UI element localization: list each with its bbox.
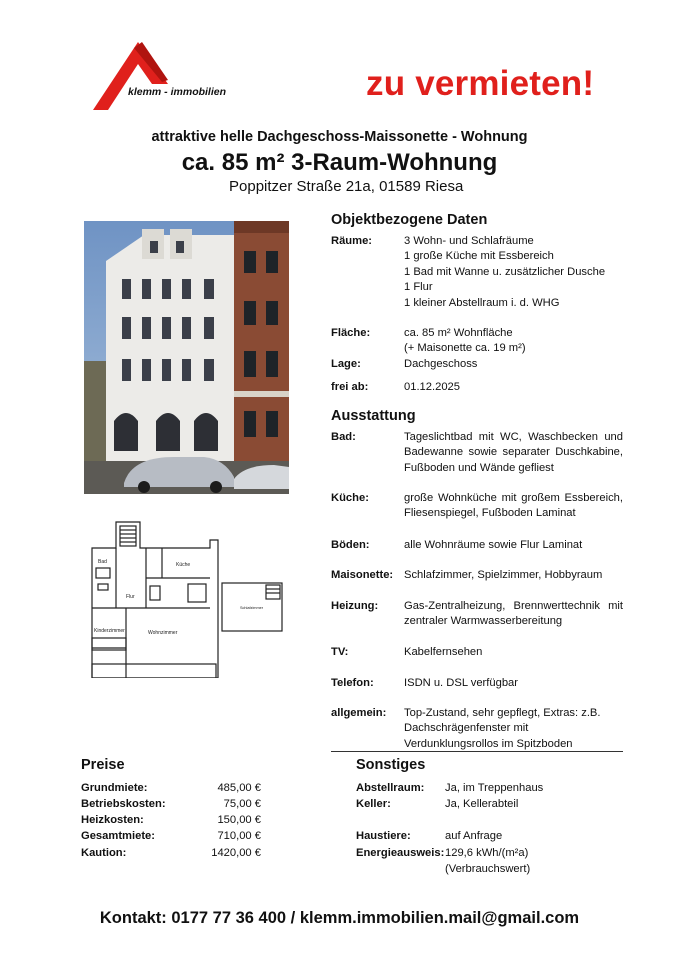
- price-label: Grundmiete:: [81, 782, 148, 794]
- address: Poppitzer Straße 21a, 01589 Riesa: [229, 178, 464, 195]
- bad-label: Bad:: [331, 431, 356, 443]
- floorplan-label-kueche: Küche: [176, 562, 191, 568]
- price-label: Heizkosten:: [81, 814, 144, 826]
- ausstattung-section-title: Ausstattung: [331, 408, 416, 424]
- energieausweis-value: 129,6 kWh/(m²a): [445, 847, 529, 859]
- price-amount: 485,00 €: [217, 782, 261, 794]
- heizung-value: Gas-Zentralheizung, Brennwerttechnik mit zentraler Warmwasserbereitung: [404, 600, 623, 628]
- raeume-line: 1 Bad mit Wanne u. zusätzlicher Dusche: [404, 265, 606, 278]
- lage-label: Lage:: [331, 358, 361, 370]
- telefon-label: Telefon:: [331, 677, 374, 689]
- raeume-line: 1 große Küche mit Essbereich: [404, 250, 554, 263]
- abstellraum-label: Abstellraum:: [356, 782, 425, 794]
- abstellraum-value: Ja, im Treppenhaus: [445, 782, 544, 794]
- price-label: Betriebskosten:: [81, 798, 166, 810]
- telefon-value: ISDN u. DSL verfügbar: [404, 677, 518, 689]
- kueche-label: Küche:: [331, 492, 369, 504]
- keller-value: Ja, Kellerabteil: [445, 798, 519, 810]
- allgemein-value: Top-Zustand, sehr gepflegt, Extras: z.B. Dachschrägenfenster mit Verdunklungsrollos im Spitzboden: [404, 707, 601, 750]
- price-label: Gesamtmiete:: [81, 830, 155, 842]
- frei-label: frei ab:: [331, 381, 369, 393]
- allgemein-label: allgemein:: [331, 707, 387, 719]
- boeden-label: Böden:: [331, 539, 370, 551]
- page-title: ca. 85 m² 3-Raum-Wohnung: [181, 149, 498, 176]
- building-photo: [84, 221, 289, 494]
- objekt-section-title: Objektbezogene Daten: [331, 212, 488, 228]
- tv-label: TV:: [331, 646, 349, 658]
- boeden-value: alle Wohnräume sowie Flur Laminat: [404, 539, 583, 551]
- maisonette-value: Schlafzimmer, Spielzimmer, Hobbyraum: [404, 569, 603, 581]
- company-logo: [90, 38, 250, 114]
- floorplan-label-flur: Flur: [126, 594, 135, 600]
- frei-value: 01.12.2025: [404, 381, 460, 393]
- maisonette-label: Maisonette:: [331, 569, 394, 581]
- flaeche-values: [404, 326, 526, 357]
- haustiere-value: auf Anfrage: [445, 830, 503, 842]
- raeume-values: [404, 234, 605, 311]
- haustiere-label: Haustiere:: [356, 830, 411, 842]
- sonstiges-section-title: Sonstiges: [356, 757, 426, 773]
- energieausweis-label: Energieausweis:: [356, 847, 445, 859]
- flaeche-label: Fläche:: [331, 327, 371, 339]
- kueche-value: große Wohnküche mit großem Essbereich, Fliesenspiegel, Fußboden Laminat: [404, 492, 623, 520]
- energieausweis-note: (Verbrauchswert): [445, 863, 531, 875]
- lage-value: Dachgeschoss: [404, 358, 478, 370]
- price-amount: 710,00 €: [217, 830, 261, 842]
- raeume-label: Räume:: [331, 235, 373, 247]
- logo-text: klemm - immobilien: [128, 86, 227, 98]
- headline: zu vermieten!: [366, 64, 595, 103]
- floorplan-label-bad: Bad: [98, 559, 107, 565]
- subtitle: attraktive helle Dachgeschoss-Maissonette - Wohnung: [151, 129, 528, 145]
- bad-value: Tageslichtbad mit WC, Waschbecken und Badewanne sowie separater Duschkabine, Fußboden und Wände gefliest: [404, 431, 623, 474]
- preise-section-title: Preise: [81, 757, 125, 773]
- tv-value: Kabelfernsehen: [404, 646, 483, 658]
- floorplan-label-wohnzimmer: Wohnzimmer: [148, 630, 178, 636]
- raeume-line: 1 Flur: [404, 281, 433, 294]
- floorplan-label-schlafzimmer: Schlafzimmer: [240, 606, 263, 610]
- price-amount: 150,00 €: [217, 814, 261, 826]
- heizung-label: Heizung:: [331, 600, 379, 612]
- floor-plan-maisonette: [218, 579, 286, 635]
- price-amount: 75,00 €: [223, 798, 261, 810]
- flaeche-line: ca. 85 m² Wohnfläche: [404, 327, 513, 339]
- price-label: Kaution:: [81, 847, 127, 859]
- contact-line: Kontakt: 0177 77 36 400 / klemm.immobilien.mail@gmail.com: [99, 909, 580, 927]
- raeume-line: 3 Wohn- und Schlafräume: [404, 235, 534, 247]
- divider: [331, 751, 623, 752]
- flaeche-line: (+ Maisonette ca. 19 m²): [404, 342, 526, 355]
- floorplan-label-kinderzimmer: Kinderzimmer: [94, 628, 125, 634]
- raeume-line: 1 kleiner Abstellraum i. d. WHG: [404, 296, 560, 309]
- keller-label: Keller:: [356, 798, 391, 810]
- price-amount: 1420,00 €: [211, 847, 261, 859]
